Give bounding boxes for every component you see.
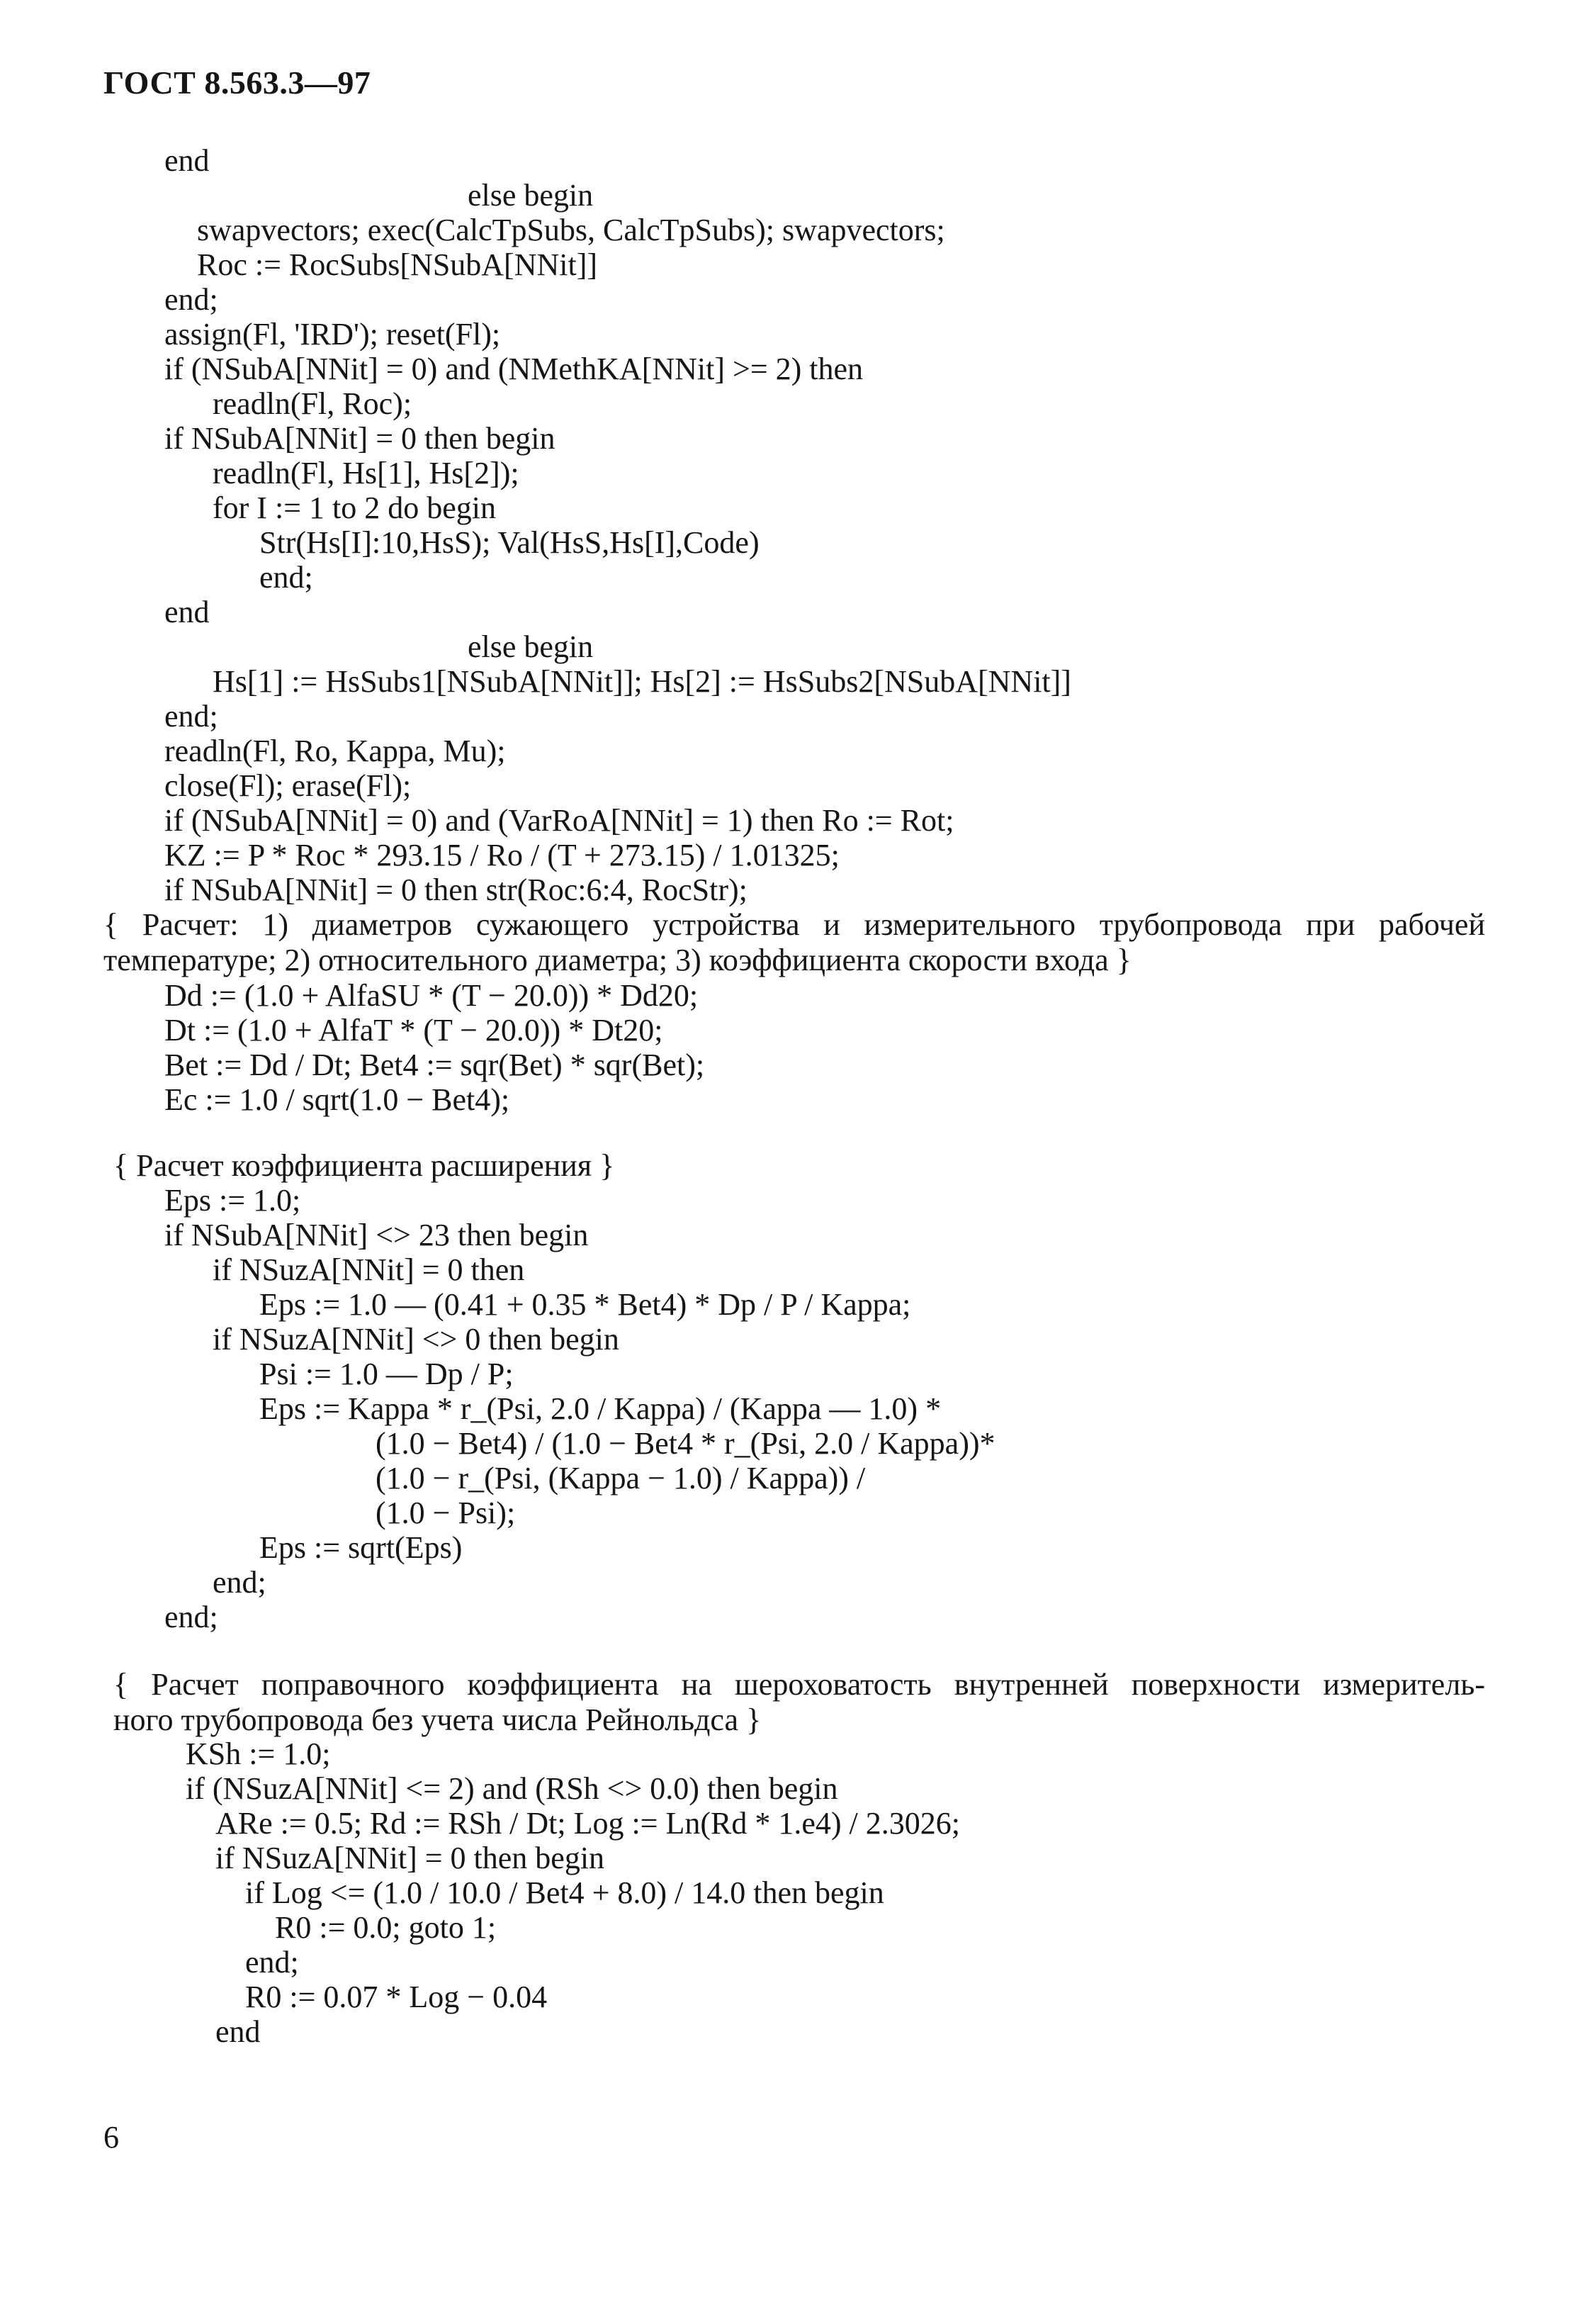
code-line: assign(Fl, 'IRD'); reset(Fl); [164,317,501,352]
code-line: else begin [468,178,594,213]
code-line: Psi := 1.0 — Dp / P; [259,1357,514,1391]
page-header-standard-number: ГОСТ 8.563.3—97 [103,64,371,101]
code-line: KZ := P * Roc * 293.15 / Ro / (T + 273.15) / 1.01325; [164,838,840,872]
code-line: end; [164,282,218,317]
code-line: (1.0 − Bet4) / (1.0 − Bet4 * r_(Psi, 2.0 / Kappa))* [376,1426,995,1461]
code-line: end [164,595,210,629]
code-line: end [215,2014,261,2049]
code-comment [103,907,1485,978]
code-line: end; [164,699,218,734]
code-line: if NSuzA[NNit] <> 0 then begin [213,1322,619,1357]
code-line: R0 := 0.0; goto 1; [275,1910,497,1945]
code-comment: { Расчет коэффициента расширения } [113,1148,615,1183]
code-line: if Log <= (1.0 / 10.0 / Bet4 + 8.0) / 14.0 then begin [245,1875,884,1910]
code-line: readln(Fl, Hs[1], Hs[2]); [213,456,519,490]
code-line: else begin [468,629,594,664]
code-line: ARe := 0.5; Rd := RSh / Dt; Log := Ln(Rd * 1.e4) / 2.3026; [215,1806,960,1841]
code-line: if NSubA[NNit] <> 23 then begin [164,1218,589,1252]
code-line: end; [164,1600,218,1634]
code-line: end [164,143,210,178]
comment-line: { Расчет поправочного коэффициента на шероховатость внутренней поверхности измеритель- [113,1667,1485,1702]
code-line: Str(Hs[I]:10,HsS); Val(HsS,Hs[I],Code) [259,525,760,560]
code-line: Roc := RocSubs[NSubA[NNit]] [197,247,598,282]
code-line: if (NSubA[NNit] = 0) and (VarRoA[NNit] = 1) then Ro := Rot; [164,803,954,838]
code-line: Hs[1] := HsSubs1[NSubA[NNit]]; Hs[2] := HsSubs2[NSubA[NNit]] [213,664,1071,699]
code-line: end; [245,1945,299,1980]
code-line: for I := 1 to 2 do begin [213,490,496,525]
code-line: swapvectors; exec(CalcTpSubs, CalcTpSubs); swapvectors; [197,213,945,247]
code-line: close(Fl); erase(Fl); [164,768,412,803]
code-line: if NSubA[NNit] = 0 then str(Roc:6:4, RocStr); [164,872,748,907]
page-number: 6 [103,2120,119,2155]
code-line: Eps := 1.0; [164,1183,301,1218]
code-line: Eps := Kappa * r_(Psi, 2.0 / Kappa) / (Kappa — 1.0) * [259,1391,942,1426]
code-line: if NSuzA[NNit] = 0 then begin [215,1841,605,1875]
code-line: Dd := (1.0 + AlfaSU * (T − 20.0)) * Dd20; [164,978,699,1013]
code-line: if (NSubA[NNit] = 0) and (NMethKA[NNit] >= 2) then [164,352,864,386]
code-line: if NSubA[NNit] = 0 then begin [164,421,555,456]
code-line: end; [259,560,313,595]
code-line: if (NSuzA[NNit] <= 2) and (RSh <> 0.0) then begin [186,1771,838,1806]
code-line: readln(Fl, Ro, Kappa, Mu); [164,734,506,768]
code-line: Eps := 1.0 — (0.41 + 0.35 * Bet4) * Dp / P / Kappa; [259,1287,911,1322]
code-line: KSh := 1.0; [186,1736,331,1771]
code-line: Ec := 1.0 / sqrt(1.0 − Bet4); [164,1082,510,1117]
code-line: Bet := Dd / Dt; Bet4 := sqr(Bet) * sqr(Bet); [164,1048,705,1082]
code-line: Dt := (1.0 + AlfaT * (T − 20.0)) * Dt20; [164,1013,663,1048]
code-line: readln(Fl, Roc); [213,386,412,421]
comment-line: { Расчет: 1) диаметров сужающего устройства и измерительного трубопровода при рабочей [103,907,1485,942]
code-line: (1.0 − Psi); [376,1495,516,1530]
code-line: end; [213,1565,266,1600]
code-line: Eps := sqrt(Eps) [259,1530,463,1565]
code-line: (1.0 − r_(Psi, (Kappa − 1.0) / Kappa)) / [376,1461,866,1495]
code-line: R0 := 0.07 * Log − 0.04 [245,1980,548,2014]
code-line: if NSuzA[NNit] = 0 then [213,1252,525,1287]
comment-line: температуре; 2) относительного диаметра; 3) коэффициента скорости входа } [103,943,1132,977]
code-comment [113,1667,1485,1738]
comment-line: ного трубопровода без учета числа Рейнольдса } [113,1702,762,1737]
